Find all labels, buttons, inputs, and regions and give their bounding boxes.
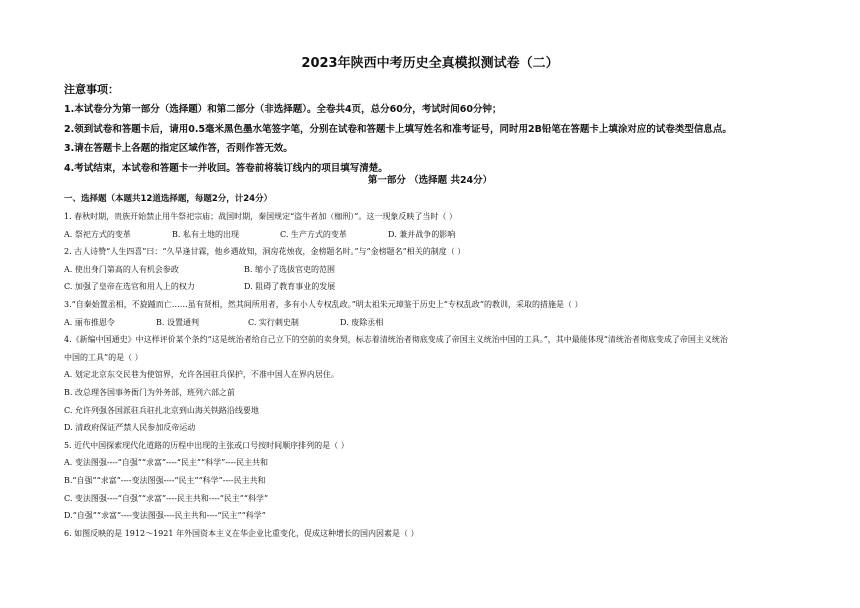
option-b: B. 设置通判 [156, 317, 199, 327]
option-c: C. 变法图强----“自强”“求富”----民主共和----“民主”“科学” [64, 493, 269, 503]
question-6-stem: 6. 如图反映的是 1912～1921 年外国资本主义在华企业比重变化，促成这种增长的国内因素是（ ） [64, 528, 419, 538]
option-b: B. 缩小了选拔官吏的范围 [244, 264, 335, 274]
option-b: B. 改总理各国事务衙门为外务部，班列六部之前 [64, 387, 235, 397]
notice-item: 4.考试结束，本试卷和答题卡一并收回。答卷前将装订线内的项目填写清楚。 [64, 162, 388, 174]
question-4-stem-continued: 中国的工具”的是（ ） [64, 352, 143, 362]
option-d: D. 兼并战争的影响 [388, 229, 456, 239]
option-b: B.“自强”“求富”----变法图强----“民主”“科学”----民主共和 [64, 475, 266, 485]
notice-list [64, 100, 844, 178]
option-c: C. 生产方式的变革 [280, 229, 347, 239]
option-a: A. 祭祀方式的变革 [64, 229, 131, 239]
option-d: D.“自强”“求富”----变法图强----民主共和----“民主”“科学” [64, 511, 266, 521]
option-a: A. 使出身门第高的人有机会参政 [64, 264, 179, 274]
option-d: D. 清政府保证严禁人民参加反帝运动 [64, 423, 196, 433]
notice-item: 3.请在答题卡上各题的指定区域作答，否则作答无效。 [64, 143, 293, 154]
notice-item: 1.本试卷分为第一部分（选择题）和第二部分（非选择题）。全卷共4页，总分60分，考试时间60分钟； [64, 104, 502, 115]
question-area [64, 208, 844, 542]
question-2-options-row-2 [64, 278, 844, 296]
notice-item: 2.领到试卷和答题卡后，请用0.5毫米黑色墨水笔签字笔，分别在试卷和答题卡上填写姓名和准考证号，同时用2B铅笔在答题卡上填涂对应的试卷类型信息点。 [64, 123, 732, 135]
notice-heading: 注意事项： [64, 83, 119, 96]
question-1-options [64, 226, 844, 244]
question-2-options-row-1 [64, 261, 844, 279]
option-c: C. 允许列强各国派驻兵驻扎北京到山海关铁路沿线要地 [64, 405, 259, 415]
option-a: A. 丽布推恩令 [64, 317, 115, 327]
option-d: D. 废除丞相 [340, 317, 384, 327]
section-heading: 一、选择题（本题共12道选择题，每题2分，计24分） [64, 194, 273, 204]
option-a: A. 划定北京东交民巷为使馆界，允许各国驻兵保护，不准中国人在界内居住。 [64, 370, 339, 380]
question-4-stem: 4.《新编中国通史》中这样评价某个条约“这是统治者给自己立下的空前的卖身契，标志着清统治者彻底变成了帝国主义统治中国的工具。”，其中最能体现“清统治者彻底变成了帝国主义统治 [64, 335, 728, 345]
part-one-title: 第一部分 （选择题 共24分） [367, 175, 493, 186]
exam-title: 2023年陕西中考历史全真模拟测试卷（二） [301, 56, 559, 71]
option-b: B. 私有土地的出现 [172, 229, 239, 239]
question-3-stem: 3.“自秦始置丞相，不旋踵而亡……虽有贤相，然其间所用者，多有小人专权乱政。”明太祖朱元璋鉴于历史上“专权乱政”的教训，采取的措施是（ ） [64, 299, 583, 309]
question-3-options [64, 314, 844, 332]
question-2-stem: 2. 古人诗赞“人生四喜”曰：“久旱逢甘霖，他乡遇故知，洞房花烛夜，金榜题名时。”与“金榜题名”相关的制度（ ） [64, 247, 466, 257]
question-5-stem: 5. 近代中国探索现代化道路的历程中出现的主张或口号按时间顺序排列的是（ ） [64, 440, 349, 450]
question-1-stem: 1. 春秋时期，贵族开始禁止用牛祭祀宗庙；战国时期，秦国规定“盗牛者加（枷刑）”。这一现象反映了当时（ ） [64, 212, 457, 221]
option-a: A. 变法图强----“自强”“求富”----“民主”“科学”----民主共和 [64, 458, 269, 468]
option-c: C. 加强了皇帝在选官和用人上的权力 [64, 282, 195, 292]
option-c: C. 实行刺史制 [248, 317, 299, 327]
option-d: D. 阻碍了教育事业的发展 [244, 282, 336, 292]
